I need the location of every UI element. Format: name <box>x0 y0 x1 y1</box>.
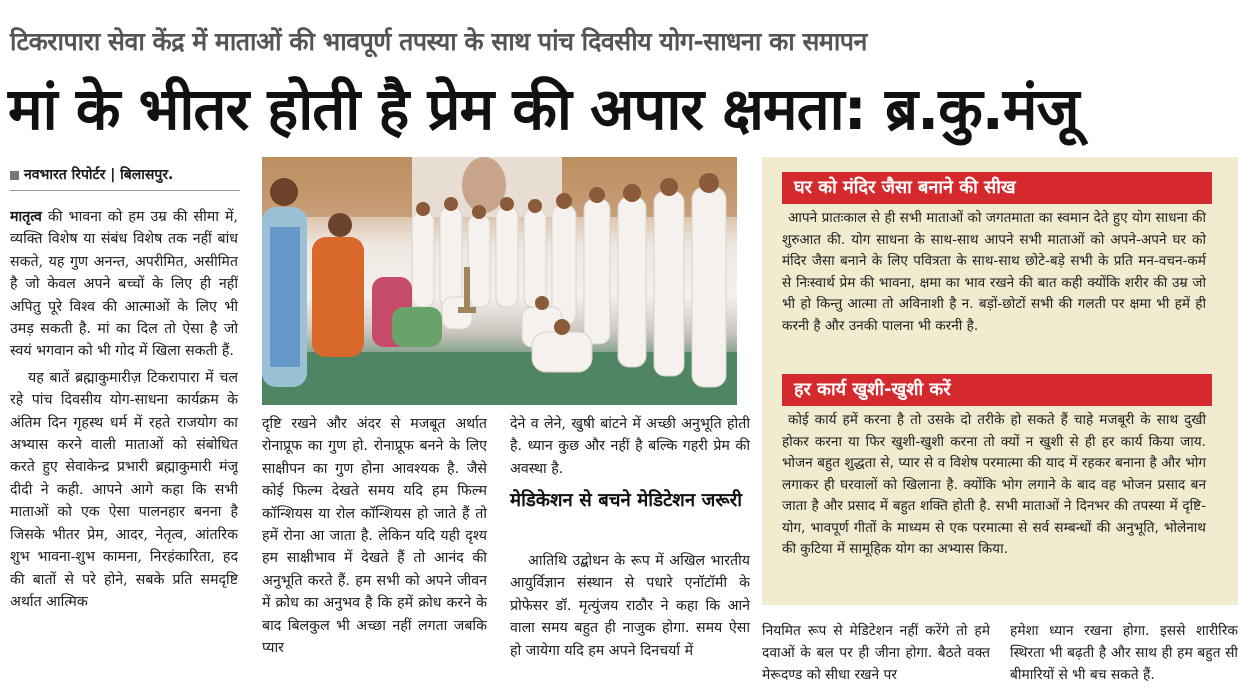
paragraph-2: यह बातें ब्रह्माकुमारीज़ टिकरापारा में चल रहे पांच दिवसीय योग-साधना कार्यक्रम के अंतिम दिन गृहस्थ धर्म में रहते राजयोग का अभ्यास करने वाली माताओं को संबोधित करते हुए सेवाकेन्द्र प्रभारी ब्रह्माकुमारी मंजू दीदी ने कही. आपने आगे कहा कि सभी माताओं को एक ऐसा पालनहार बनना है जिसके भीतर प्रेम, आदर, नेतृत्व, आंतरिक शुभ भावना-शुभ कामना, निरहंकारिता, हद की बातों से परे होने, सबके प्रति समदृष्टि अर्थात आत्मिक <box>10 369 238 610</box>
lead-text: की भावना को हम उम्र की सीमा में, व्यक्ति विशेष या संबंध विशेष तक नहीं बांध सकते, यह गुण अनन्त, अपरीमित, असीमित है जो केवल अपने बच्चों के लिए ही नहीं अपितु पूरे विश्व की आत्माओं के लिए भी उमड़ सकती है. मां का दिल तो ऐसा है जो स्वयं भगवान को भी गोद में खिला सकती हैं. <box>10 209 238 360</box>
article-column-5 <box>1010 620 1238 700</box>
byline <box>10 165 240 191</box>
event-photo <box>262 157 737 405</box>
article-column-2 <box>262 413 487 700</box>
subheading-meditation: मेडिकेशन से बचने मेडिटेशन जरूरी <box>510 490 743 511</box>
article-column-4 <box>762 620 990 700</box>
box-paragraph-2: कोई कार्य हमें करना है तो उसके दो तरीके हो सकते हैं चाहे मजबूरी के साथ दुखी होकर करना या फिर खुशी-खुशी करना तो क्यों न खुशी से ही हर कार्य किया जाय. भोजन बहुत शुद्धता से, प्यार से व विशेष परमात्मा की याद में रहकर बनाना है और भोग लगाकर ही घरवालों को खिलाना है. क्योंकि भोग लगाने के बाद वह भोजन प्रसाद बन जाता है और प्रसाद में बहुत शक्ति होती है. सभी माताओं ने दिनभर की तपस्या में दृष्टि-योग, भावपूर्ण गीतों के माध्यम से एक परमात्मा से सर्व सम्बन्धों की अनुभूति, भोलेनाथ की कुटिया में सामूहिक योग का अभ्यास किया. <box>782 412 1206 557</box>
kicker-headline: टिकरापारा सेवा केंद्र में माताओं की भावपूर्ण तपस्या के साथ पांच दिवसीय योग-साधना का समापन <box>10 27 867 56</box>
box-heading-1: घर को मंदिर जैसा बनाने की सीख <box>782 172 1212 204</box>
event-photo-illustration <box>262 157 737 405</box>
column-2-text: दृष्टि रखने और अंदर से मजबूत अर्थात रोनाप्रूफ का गुण हो. रोनाप्रूफ बनने के लिए साक्षीपन का गुण होना आवश्यक है. जैसे कोई फिल्म देखते समय यदि हम फिल्म कॉन्शियस या रोल कॉन्शियस हो जाते हैं तो हमें रोना आ जाता है. लेकिन यदि यही दृश्य हम साक्षीभाव में देखते हैं तो आनंद की अनुभूति करते हैं. हम सभी को अपने जीवन में क्रोध का अनुभव है कि हमें क्रोध करने के बाद बिलकुल भी अच्छा नहीं लगता जबकि प्यार <box>262 416 487 657</box>
article-column-3-bottom <box>510 550 750 700</box>
article-column-3-top <box>510 413 750 483</box>
byline-text: नवभारत रिपोर्टर | बिलासपुर. <box>24 167 174 183</box>
column-3-bottom-text: आतिथि उद्बोधन के रूप में अखिल भारतीय आयुर्विज्ञान संस्थान से पधारे एनॉटॉमी के प्रोफेसर डॉ. मृत्युंजय राठौर ने कहा कि आने वाला समय बहुत ही नाजुक होगा. समय ऐसा हो जायेगा यदि हम अपने दिनचर्या में <box>510 553 750 659</box>
box-heading-2: हर कार्य खुशी-खुशी करें <box>782 374 1212 406</box>
box-text-1 <box>782 208 1206 370</box>
article-column-1 <box>10 206 238 700</box>
lead-paragraph <box>10 206 238 363</box>
box-paragraph-1: आपने प्रातःकाल से ही सभी माताओं को जगतमाता का स्वमान देते हुए योग साधना की शुरुआत की. योग साधना के साथ-साथ आपने सभी माताओं को अपने-अपने घर को मंदिर जैसा बनाने के लिए पवित्रता के साथ-साथ छोटे-बड़े सभी के प्रति मन-वचन-कर्म से निःस्वार्थ प्रेम की भावना, क्षमा का भाव रखने की बात कही क्योंकि शरीर की उम्र जो भी हो किन्तु आत्मा तो अविनाशी है न. बड़ों-छोटों सभी की गलती पर क्षमा भी हमें ही करनी है और उनकी पालना भी करनी है. <box>782 210 1206 334</box>
column-4-text: नियमित रूप से मेडिटेशन नहीं करेंगे तो हमे दवाओं के बल पर ही जीना होगा. बैठते वक्त मेरूदण्ड को सीधा रखने पर <box>762 623 990 683</box>
box-text-2 <box>782 410 1206 600</box>
column-3-top-text: देने व लेने, खुषी बांटने में अच्छी अनुभूति होती है. ध्यान कुछ और नहीं है बल्कि गहरी प्रेम की अवस्था है. <box>510 416 750 477</box>
square-bullet-icon <box>10 171 19 180</box>
main-headline: मां के भीतर होती है प्रेम की अपार क्षमता: ब्र.कु.मंजू <box>8 75 1079 143</box>
column-5-text: हमेशा ध्यान रखना होगा. इससे शारीरिक स्थिरता भी बढ़ती है और साथ ही हम बहुत सी बीमारियों से भी बच सकते हैं. <box>1010 623 1238 683</box>
lead-word: मातृत्व <box>10 209 42 225</box>
